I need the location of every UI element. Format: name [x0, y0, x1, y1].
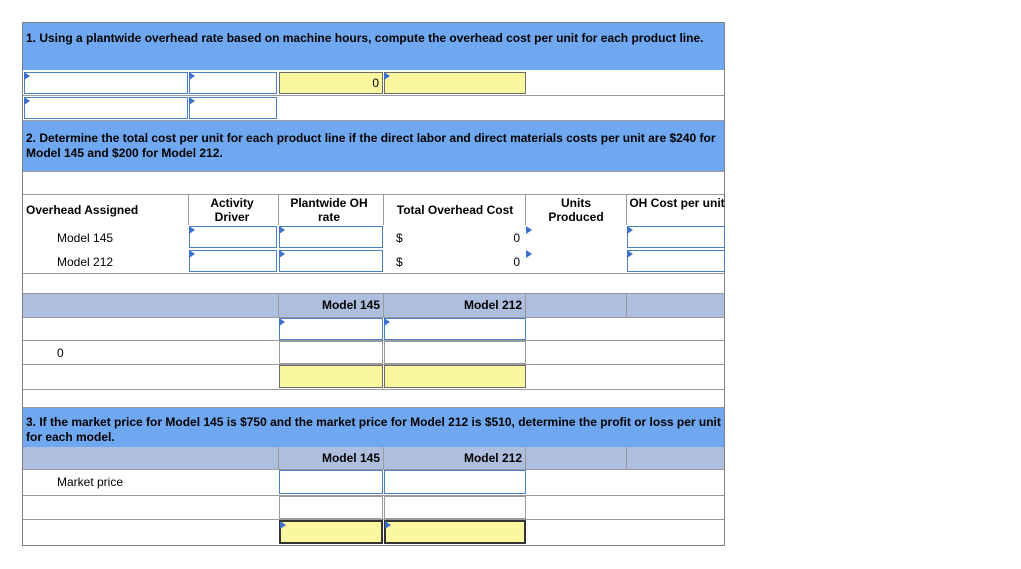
- s3-result-model145-marker: [280, 521, 286, 529]
- s1-row1-marker-c: [384, 72, 390, 80]
- model212-driver-marker: [189, 250, 195, 258]
- section3-prompt: [23, 407, 724, 447]
- col-total-overhead-cost: Total Overhead Cost: [396, 203, 514, 217]
- summary-row1-model212-marker: [384, 318, 390, 326]
- section1-prompt: [23, 23, 724, 70]
- model212-oh-cost-input[interactable]: [627, 250, 725, 272]
- summary-row2-value: 0: [57, 346, 64, 360]
- section1-prompt-text: 1. Using a plantwide overhead rate based on machine hours, compute the overhead cost per unit for each product line.: [26, 31, 704, 45]
- s3-row2-model145-input[interactable]: [279, 496, 383, 519]
- s1-row1-marker-a: [24, 72, 30, 80]
- summary-col-model-145: Model 145: [321, 298, 380, 312]
- s3-row2-model212-input[interactable]: [384, 496, 526, 519]
- model212-total-overhead: 0: [513, 255, 520, 269]
- s3-result-model145[interactable]: [279, 520, 383, 544]
- summary-total-model212[interactable]: [384, 365, 526, 388]
- model145-currency: $: [396, 231, 403, 245]
- model212-currency: $: [396, 255, 403, 269]
- model212-cost-marker: [627, 250, 633, 258]
- summary-row1-model212-input[interactable]: [384, 318, 526, 340]
- market-price-label: Market price: [57, 475, 124, 489]
- s1-row1-input-c[interactable]: [384, 72, 526, 94]
- s1-row2-marker-a: [24, 97, 30, 105]
- col-activity-driver: Activity Driver: [210, 196, 254, 224]
- col-plantwide-oh-rate: Plantwide OH rate: [290, 196, 368, 224]
- col-overhead-assigned: Overhead Assigned: [26, 203, 139, 217]
- s1-row2-input-b[interactable]: [189, 97, 277, 119]
- summary-row2-model145-input[interactable]: [279, 341, 383, 364]
- section2-prompt-text: 2. Determine the total cost per unit for each product line if the direct labor and direct materials costs per unit are $240 for Model 145 and $200 for Model 212.: [26, 131, 716, 160]
- s1-row1-marker-b: [189, 72, 195, 80]
- s1-row1-value: 0: [372, 76, 379, 90]
- s3-col-model-145: Model 145: [321, 451, 380, 465]
- model145-driver-marker: [189, 226, 195, 234]
- worksheet: [22, 22, 725, 546]
- summary-row1-model145-marker: [279, 318, 285, 326]
- model145-activity-driver-input[interactable]: [189, 226, 277, 248]
- summary-row1-model145-input[interactable]: [279, 318, 383, 340]
- section2-prompt: [23, 121, 724, 171]
- s1-row2-marker-b: [189, 97, 195, 105]
- row-model-212-label: Model 212: [57, 255, 114, 269]
- model145-oh-cost-input[interactable]: [627, 226, 725, 248]
- s1-row2-input-a[interactable]: [24, 97, 188, 119]
- model145-rate-marker: [279, 226, 285, 234]
- model212-activity-driver-input[interactable]: [189, 250, 277, 272]
- s3-result-model212[interactable]: [384, 520, 526, 544]
- model212-oh-rate-input[interactable]: [279, 250, 383, 272]
- col-units-produced: Units Produced: [548, 196, 604, 224]
- market-price-model145-input[interactable]: [279, 470, 383, 494]
- row-model-145-label: Model 145: [57, 231, 114, 245]
- model145-cost-marker: [627, 226, 633, 234]
- section3-prompt-text: 3. If the market price for Model 145 is $750 and the market price for Model 212 is $510, determine the profit or loss per unit for each model.: [26, 415, 721, 444]
- summary-row2-model212-input[interactable]: [384, 341, 526, 364]
- model212-rate-marker: [279, 250, 285, 258]
- model145-units-marker: [526, 226, 532, 234]
- s1-row1-input-b[interactable]: [189, 72, 277, 94]
- s3-result-model212-marker: [385, 521, 391, 529]
- summary-total-model145[interactable]: [279, 365, 383, 388]
- col-oh-cost-per-unit: OH Cost per unit: [629, 196, 725, 210]
- model212-units-marker: [526, 250, 532, 258]
- model145-total-overhead: 0: [513, 231, 520, 245]
- summary-col-model-212: Model 212: [463, 298, 522, 312]
- s3-col-model-212: Model 212: [463, 451, 522, 465]
- market-price-model212-input[interactable]: [384, 470, 526, 494]
- model145-oh-rate-input[interactable]: [279, 226, 383, 248]
- s1-row1-input-a[interactable]: [24, 72, 188, 94]
